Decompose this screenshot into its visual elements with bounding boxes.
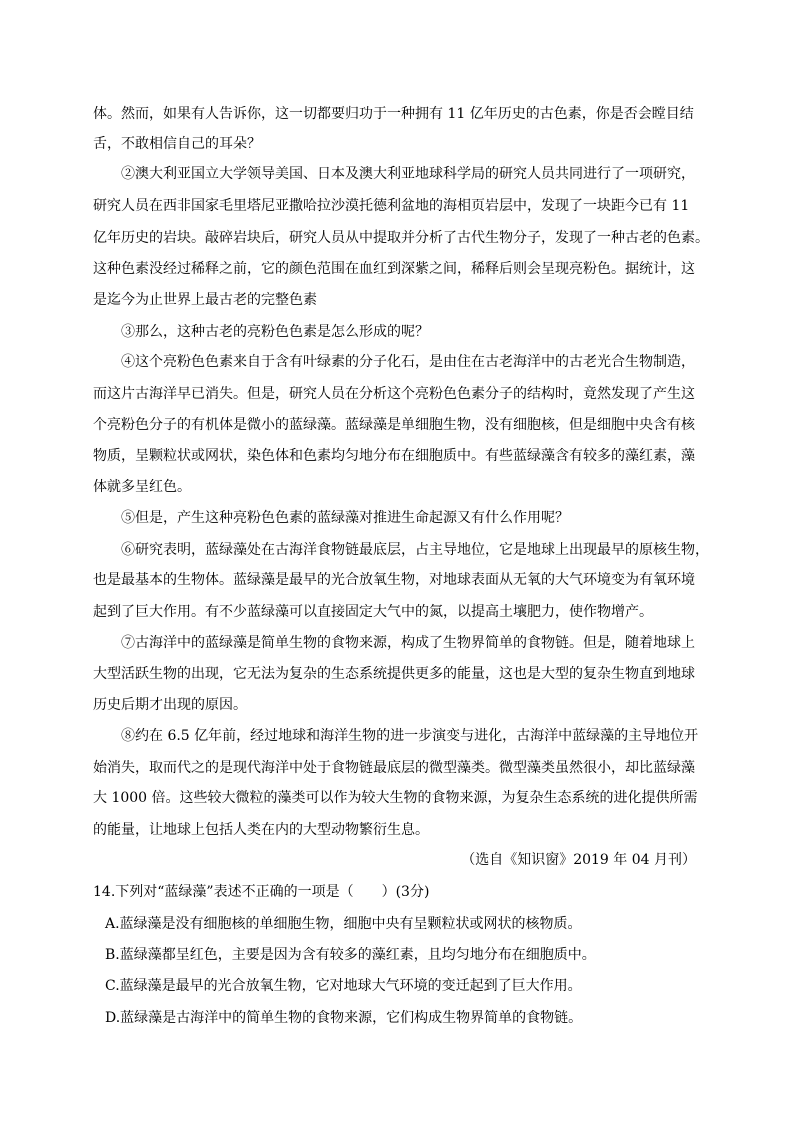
source-citation: （选自《知识窗》2019 年 04 月刊） <box>461 852 696 868</box>
paragraph-line: 也是最基本的生物体。蓝绿藻是最早的光合放氧生物，对地球表面从无氧的大气环境变为有氧环境 <box>93 572 695 588</box>
paragraph-line: 历史后期才出现的原因。 <box>93 697 247 713</box>
paragraph-line: 这种色素没经过稀释之前，它的颜色范围在血红到深紫之间，稀释后则会呈现亮粉色。据统计，这 <box>93 261 695 277</box>
paragraph-line: ③那么，这种古老的亮粉色色素是怎么形成的呢？ <box>121 324 429 340</box>
paragraph-line: ②澳大利亚国立大学领导美国、日本及澳大利亚地球科学局的研究人员共同进行了一项研究， <box>121 166 695 182</box>
paragraph-line: 始消失，取而代之的是现代海洋中处于食物链最底层的微型藻类。微型藻类虽然很小，却比蓝绿藻 <box>93 760 695 776</box>
paragraph-line: 而这片古海洋早已消失。但是，研究人员在分析这个亮粉色色素分子的结构时，竟然发现了产生这 <box>93 386 695 402</box>
paragraph-line: 是迄今为止世界上最古老的完整色素 <box>93 292 317 308</box>
paragraph-line: 大 1000 倍。这些较大微粒的藻类可以作为较大生物的食物来源，为复杂生态系统的进化提供所需 <box>93 790 698 806</box>
option-b: B.蓝绿藻都呈红色，主要是因为含有较多的藻红素，且均匀地分布在细胞质中。 <box>105 947 596 963</box>
paragraph-line: 物质，呈颗粒状或网状，染色体和色素均匀地分布在细胞质中。有些蓝绿藻含有较多的藻红素，藻 <box>93 448 695 464</box>
question-stem: 14.下列对“蓝绿藻”表述不正确的一项是（ ）(3分) <box>93 884 430 900</box>
paragraph-line: 个亮粉色分子的有机体是微小的蓝绿藻。蓝绿藻是单细胞生物，没有细胞核，但是细胞中央含有核 <box>93 417 695 433</box>
paragraph-line: ④这个亮粉色色素来自于含有叶绿素的分子化石，是由住在古老海洋中的古老光合生物制造， <box>121 354 695 370</box>
paragraph-line: 亿年历史的岩块。敲碎岩块后，研究人员从中提取并分析了古代生物分子，发现了一种古老的色素。 <box>93 230 709 246</box>
paragraph-line: 研究人员在西非国家毛里塔尼亚撒哈拉沙漠托德利盆地的海相页岩层中，发现了一块距今已有 11 <box>93 198 690 214</box>
paragraph-line: 起到了巨大作用。有不少蓝绿藻可以直接固定大气中的氮，以提高土壤肥力，使作物增产。 <box>93 604 653 620</box>
paragraph-line: ⑥研究表明，蓝绿藻处在古海洋食物链最底层，占主导地位，它是地球上出现最早的原核生物， <box>121 542 709 558</box>
option-c: C.蓝绿藻是最早的光合放氧生物，它对地球大气环境的变迁起到了巨大作用。 <box>105 978 582 994</box>
option-a: A.蓝绿藻是没有细胞核的单细胞生物，细胞中央有呈颗粒状或网状的核物质。 <box>105 916 582 932</box>
paragraph-line: 舌，不敢相信自己的耳朵？ <box>93 136 261 152</box>
paragraph-line: ⑧约在 6.5 亿年前，经过地球和海洋生物的进一步演变与进化，古海洋中蓝绿藻的主导地位开 <box>121 728 699 744</box>
paragraph-line: 的能量，让地球上包括人类在内的大型动物繁衍生息。 <box>93 822 429 838</box>
option-d: D.蓝绿藻是古海洋中的简单生物的食物来源，它们构成生物界简单的食物链。 <box>105 1010 583 1026</box>
paragraph-line: 大型活跃生物的出现，它无法为复杂的生态系统提供更多的能量，这也是大型的复杂生物直到地球 <box>93 666 695 682</box>
paragraph-line: 体。然而，如果有人告诉你，这一切都要归功于一种拥有 11 亿年历史的古色素，你是否会瞠目结 <box>93 106 694 122</box>
paragraph-line: ⑦古海洋中的蓝绿藻是简单生物的食物来源，构成了生物界简单的食物链。但是，随着地球上 <box>121 635 695 651</box>
paragraph-line: 体就多呈红色。 <box>93 479 191 495</box>
paragraph-line: ⑤但是，产生这种亮粉色色素的蓝绿藻对推进生命起源又有什么作用呢？ <box>121 510 569 526</box>
